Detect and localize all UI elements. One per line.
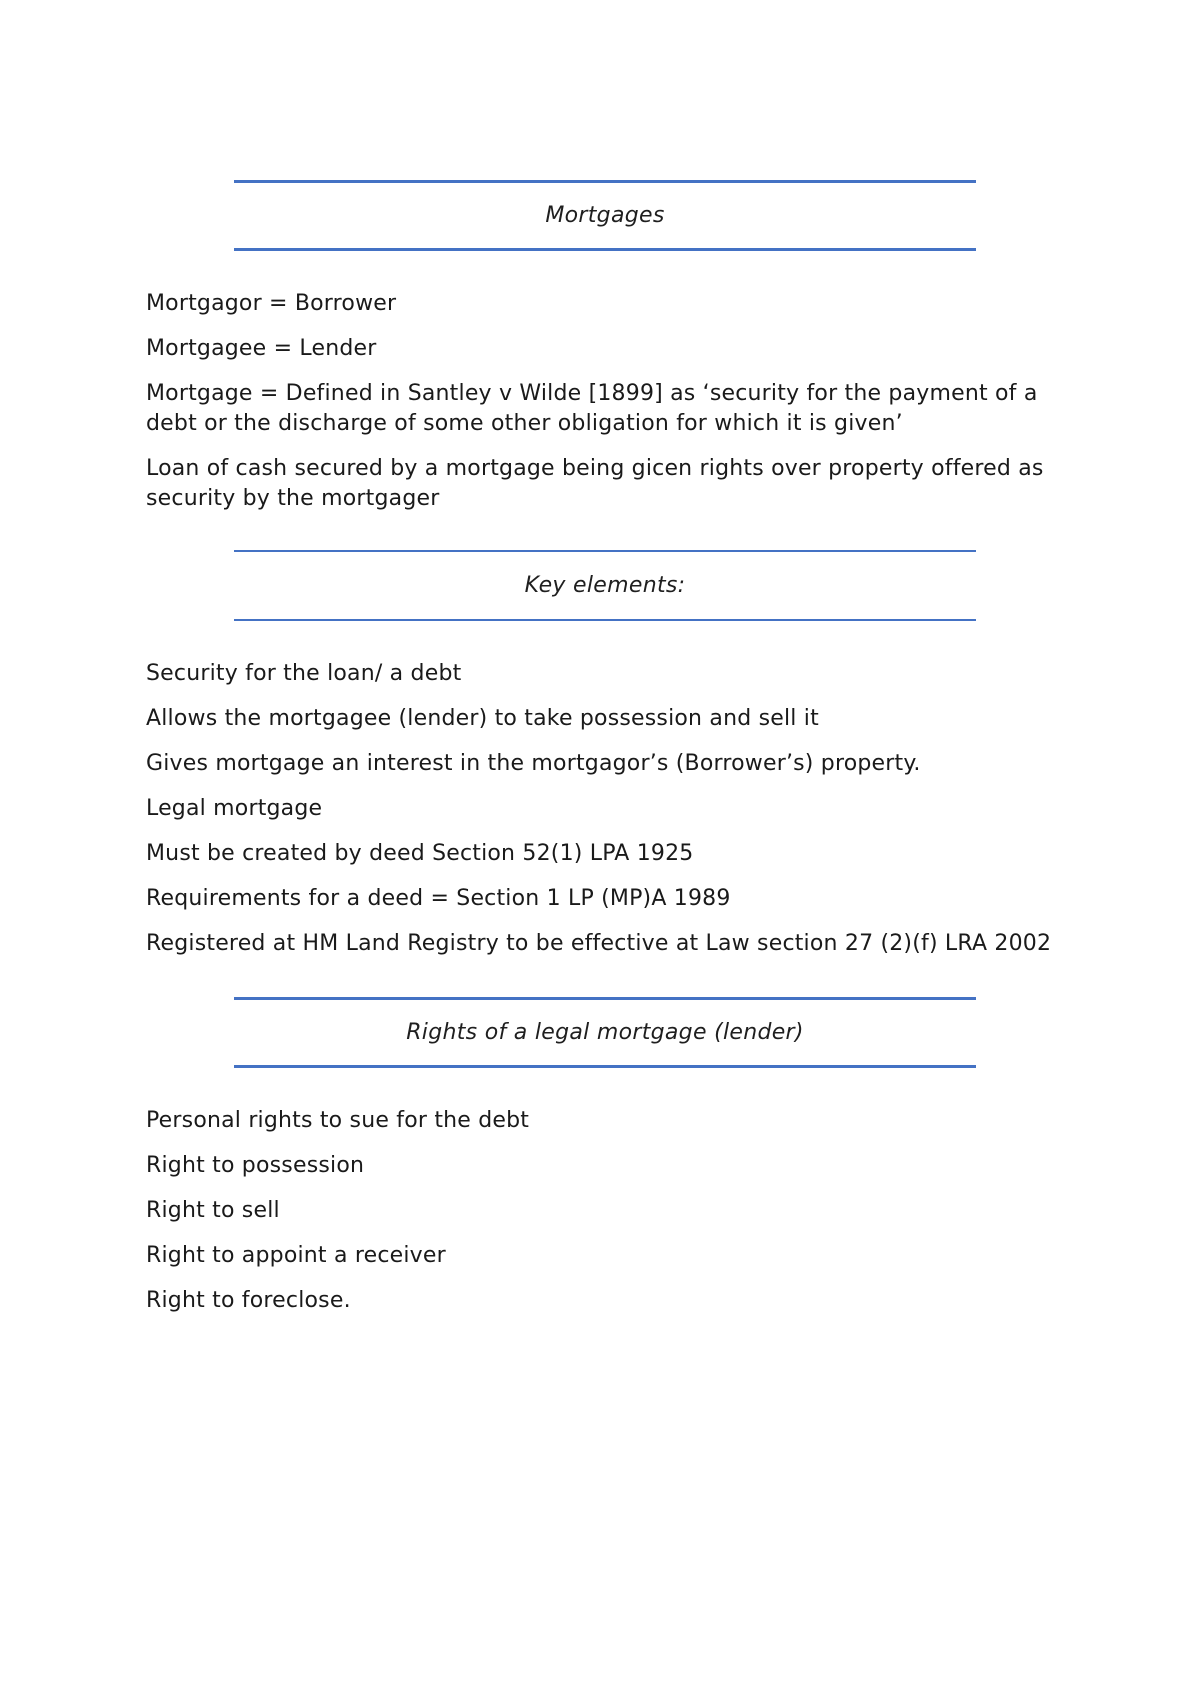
paragraph: Requirements for a deed = Section 1 LP (MP)A 1989 — [146, 886, 731, 911]
heading-text: Rights of a legal mortgage (lender) — [406, 1020, 804, 1045]
paragraph: Mortgagee = Lender — [146, 336, 377, 361]
heading-text: Mortgages — [545, 203, 665, 228]
paragraph: Gives mortgage an interest in the mortgagor’s (Borrower’s) property. — [146, 751, 921, 776]
paragraph: Right to possession — [146, 1153, 365, 1178]
section-rights-body — [146, 1106, 1076, 1331]
heading-mortgages — [234, 180, 976, 251]
section-mortgages-body — [146, 289, 1076, 529]
paragraph: Legal mortgage — [146, 796, 323, 821]
section-key-elements-body — [146, 659, 1076, 974]
heading-rights-legal-mortgage — [234, 997, 976, 1068]
paragraph: Security for the loan/ a debt — [146, 661, 462, 686]
heading-key-elements — [234, 550, 976, 621]
paragraph: Right to foreclose. — [146, 1288, 351, 1313]
paragraph: Right to sell — [146, 1198, 280, 1223]
paragraph: Mortgage = Defined in Santley v Wilde [1899] as ‘security for the payment of a debt or the discharge of some other obligation for which it is given’ — [146, 381, 1038, 436]
paragraph: Loan of cash secured by a mortgage being gicen rights over property offered as security by the mortgager — [146, 456, 1044, 511]
heading-text: Key elements: — [524, 573, 686, 598]
paragraph: Right to appoint a receiver — [146, 1243, 446, 1268]
paragraph: Registered at HM Land Registry to be effective at Law section 27 (2)(f) LRA 2002 — [146, 931, 1052, 956]
paragraph: Must be created by deed Section 52(1) LPA 1925 — [146, 841, 694, 866]
paragraph: Mortgagor = Borrower — [146, 291, 397, 316]
paragraph: Allows the mortgagee (lender) to take possession and sell it — [146, 706, 819, 731]
paragraph: Personal rights to sue for the debt — [146, 1108, 530, 1133]
